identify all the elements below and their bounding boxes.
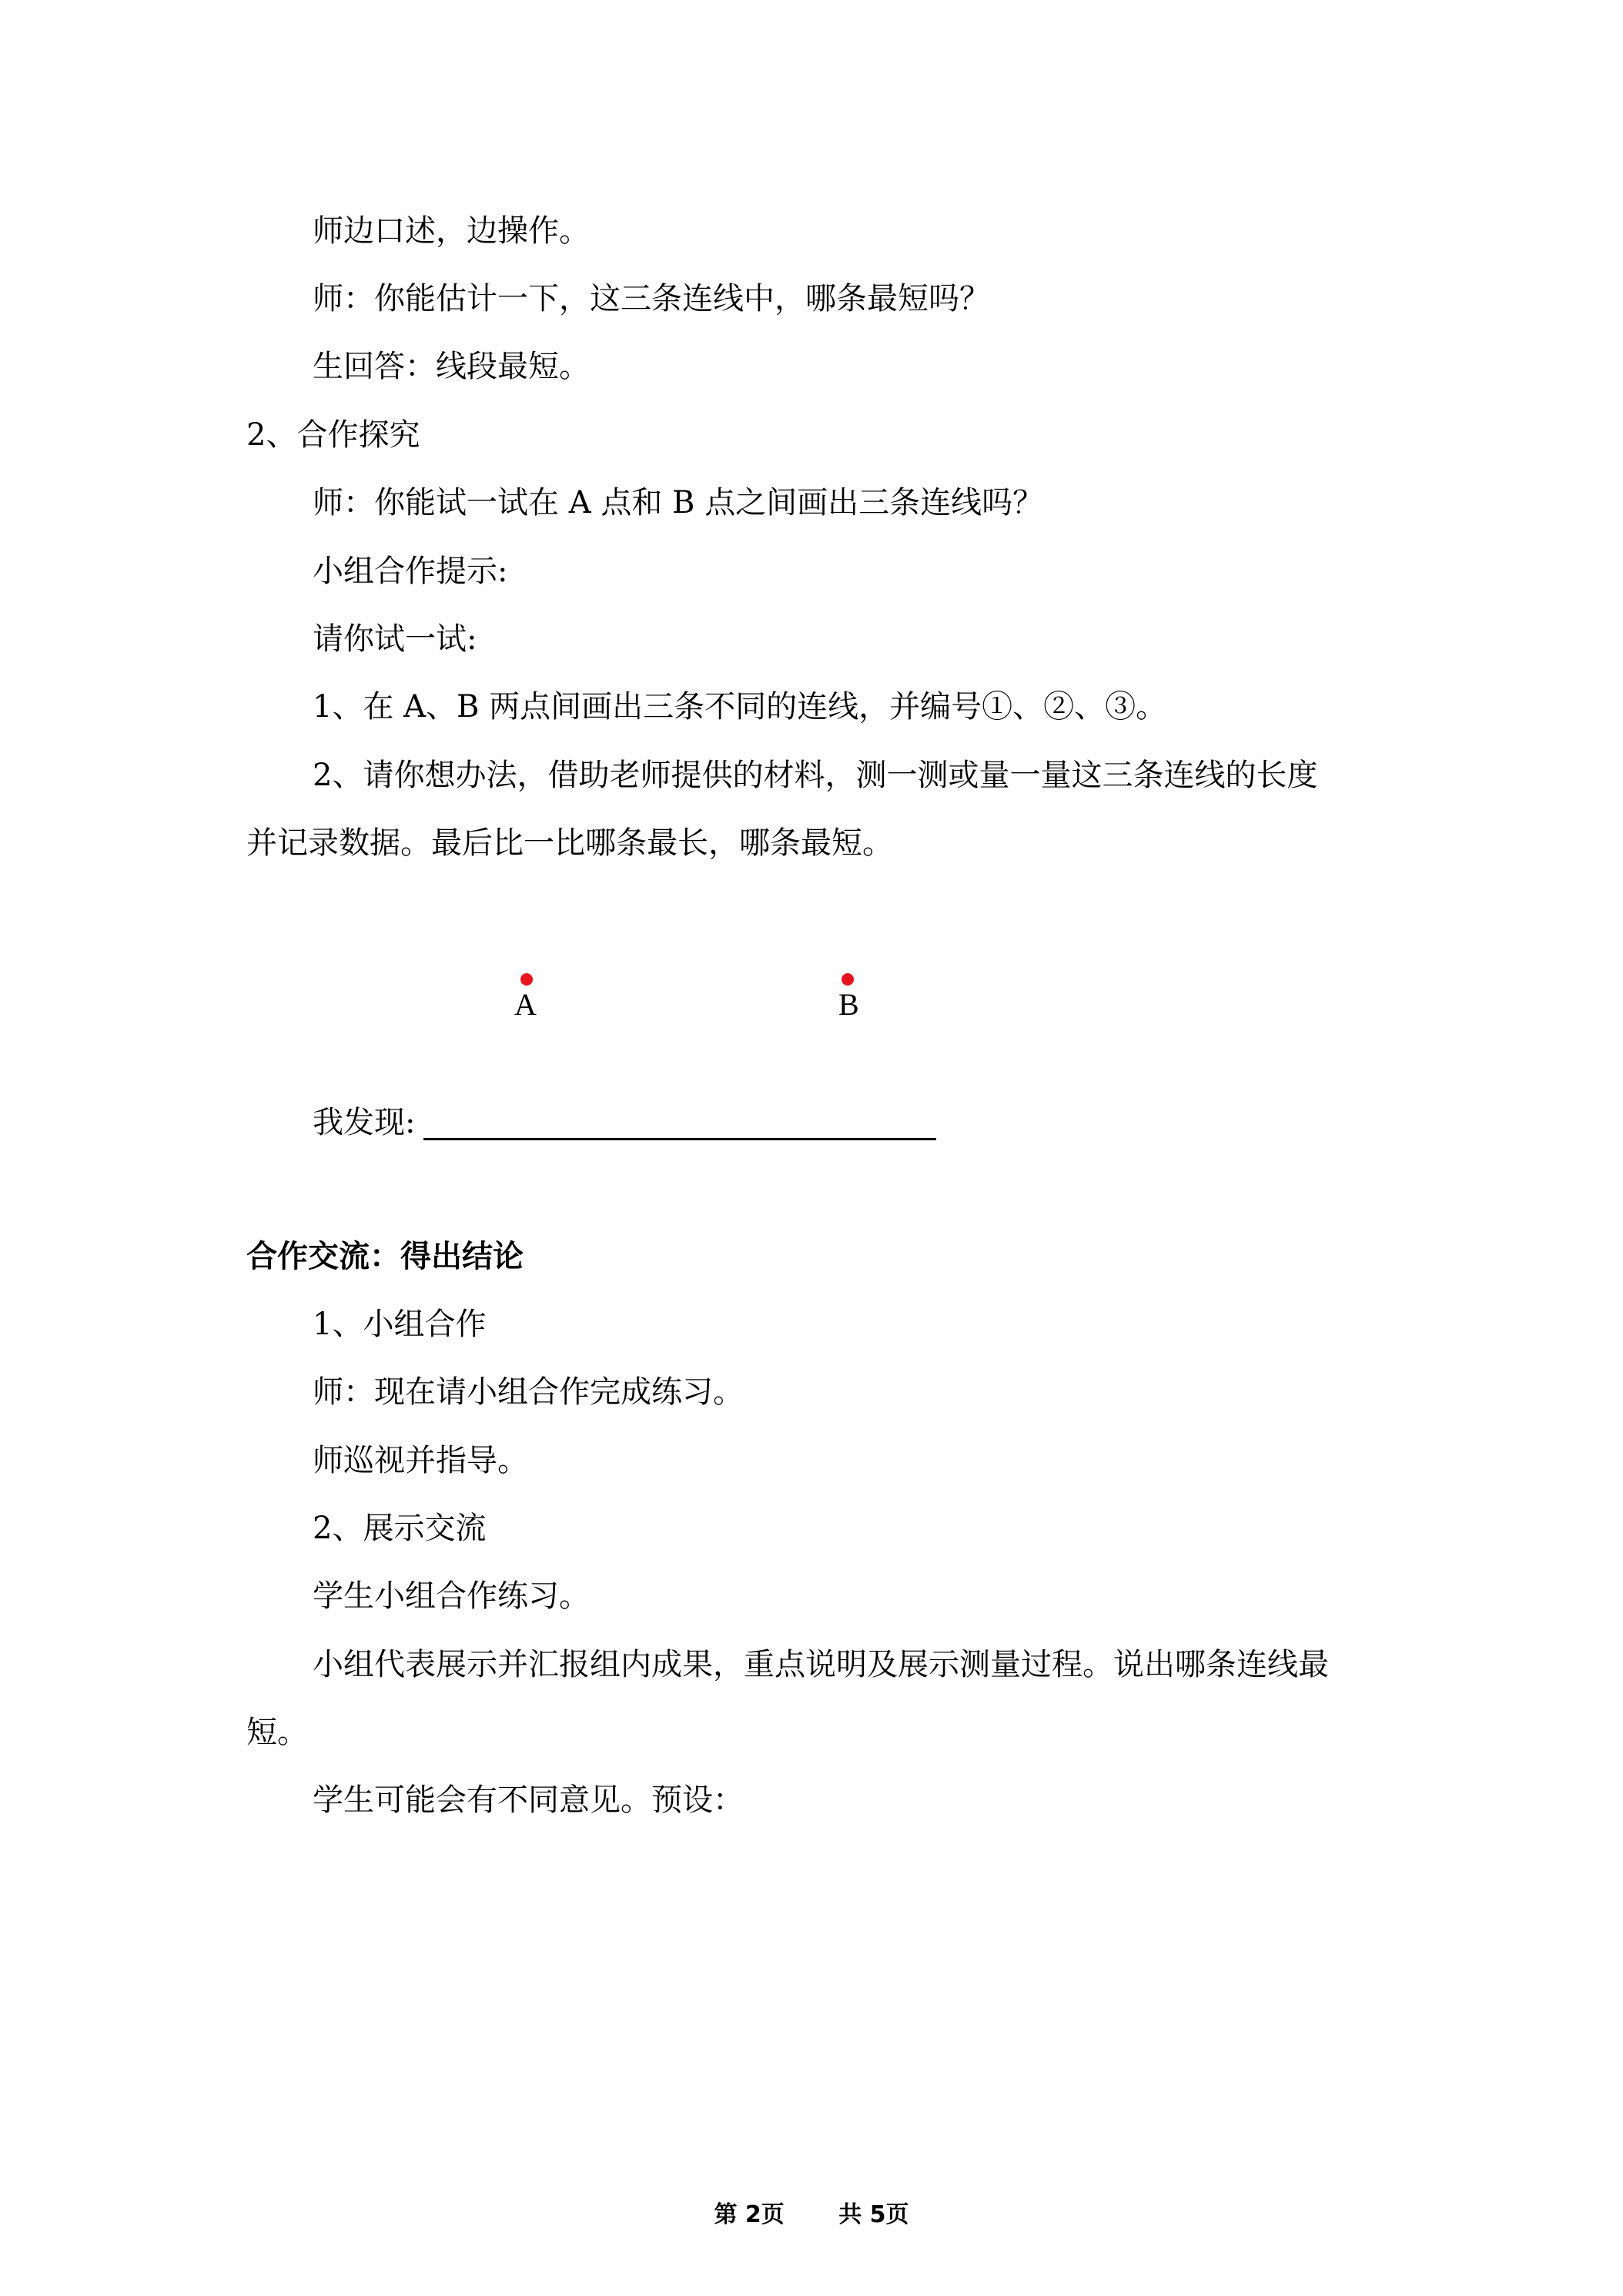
page-footer bbox=[0, 2200, 1623, 2231]
paragraph: 请你试一试: bbox=[313, 621, 477, 657]
point-b-dot bbox=[842, 973, 854, 986]
paragraph: 师：你能试一试在 A 点和 B 点之间画出三条连线吗？ bbox=[313, 485, 1044, 520]
page-total: 共 5页 bbox=[838, 2201, 909, 2228]
paragraph: 小组合作提示: bbox=[313, 554, 508, 589]
paragraph: 师：你能估计一下，这三条连线中，哪条最短吗？ bbox=[313, 281, 990, 316]
point-a-dot bbox=[520, 973, 533, 986]
paragraph: 师巡视并指导。 bbox=[313, 1443, 528, 1478]
paragraph: 学生小组合作练习。 bbox=[313, 1578, 590, 1614]
list-item-continuation: 并记录数据。最后比一比哪条最长，哪条最短。 bbox=[246, 825, 893, 861]
paragraph: 2、展示交流 bbox=[313, 1511, 487, 1546]
point-b-label: B bbox=[838, 987, 859, 1022]
list-item: 1、在 A、B 两点间画出三条不同的连线，并编号①、②、③。 bbox=[313, 689, 1167, 725]
finding-blank-line bbox=[423, 1138, 936, 1140]
section-heading-bold: 合作交流：得出结论 bbox=[246, 1239, 524, 1274]
paragraph: 生回答：线段最短。 bbox=[313, 349, 590, 384]
paragraph: 1、小组合作 bbox=[313, 1307, 487, 1342]
section-heading: 2、合作探究 bbox=[246, 417, 420, 453]
page-number: 第 2页 bbox=[714, 2201, 785, 2228]
paragraph-continuation: 短。 bbox=[246, 1715, 308, 1750]
finding-label: 我发现: bbox=[313, 1105, 416, 1140]
list-item: 2、请你想办法，借助老师提供的材料，测一测或量一量这三条连线的长度 bbox=[313, 758, 1318, 793]
paragraph: 学生可能会有不同意见。预设： bbox=[313, 1782, 744, 1818]
paragraph: 小组代表展示并汇报组内成果，重点说明及展示测量过程。说出哪条连线最 bbox=[313, 1647, 1329, 1682]
paragraph: 师边口述，边操作。 bbox=[313, 213, 590, 249]
point-a-label: A bbox=[514, 987, 537, 1022]
paragraph: 师：现在请小组合作完成练习。 bbox=[313, 1374, 744, 1410]
